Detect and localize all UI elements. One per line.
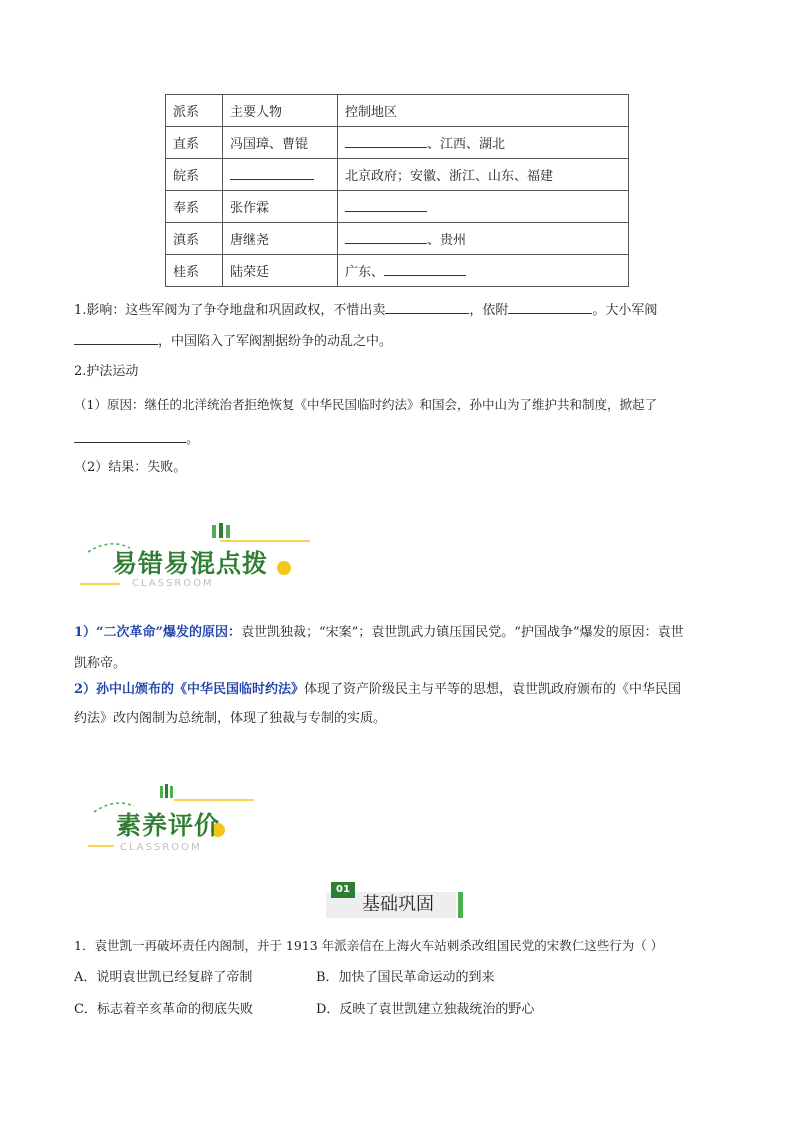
section-header [326, 882, 466, 918]
fill-blank [345, 197, 427, 212]
faction-cell: 皖系 [166, 159, 223, 191]
fill-blank [230, 165, 314, 180]
region-text: 、贵州 [427, 233, 467, 248]
warlord-table [165, 94, 629, 287]
leaders-cell: 陆荣廷 [223, 255, 338, 287]
table-row [166, 159, 629, 191]
section-accent-bar [458, 892, 463, 918]
region-cell [338, 255, 629, 287]
cause-end-text: 。 [186, 432, 200, 447]
region-text: 、江西、湖北 [427, 137, 506, 152]
section-title: 基础巩固 [362, 894, 434, 915]
region-cell [338, 223, 629, 255]
header-leaders: 主要人物 [223, 95, 338, 127]
tip-1-cont: 凯称帝。 [74, 656, 127, 671]
header-faction: 派系 [166, 95, 223, 127]
impact-text: 。大小军阀 [592, 303, 658, 318]
leaders-cell: 冯国璋、曹锟 [223, 127, 338, 159]
fill-blank [74, 428, 186, 443]
option-b: B．加快了国民革命运动的到来 [316, 970, 495, 985]
region-cell [338, 127, 629, 159]
option-d: D．反映了袁世凯建立独裁统治的野心 [316, 1002, 535, 1017]
movement-result: （2）结果：失败。 [74, 460, 187, 475]
tip-label: 2）孙中山颁布的《中华民国临时约法》 [74, 682, 305, 697]
banner-title: 素养评价 [116, 811, 221, 840]
fill-blank [385, 299, 469, 314]
faction-cell: 奉系 [166, 191, 223, 223]
fill-blank [74, 330, 158, 345]
section-number-badge: 01 [331, 882, 355, 898]
movement-cause-cont [74, 428, 199, 449]
banner-subtitle: CLASSROOM [132, 578, 214, 589]
option-c: C．标志着辛亥革命的彻底失败 [74, 1002, 253, 1017]
leaders-cell [223, 159, 338, 191]
movement-cause: （1）原因：继任的北洋统治者拒绝恢复《中华民国临时约法》和国会，孙中山为了维护共和制度，掀起了 [74, 397, 657, 412]
table-row [166, 127, 629, 159]
tip-label: 1）“二次革命”爆发的原因： [74, 625, 242, 640]
impact-line-1 [74, 299, 657, 320]
tip-2-cont: 约法》改内阁制为总统制，体现了独裁与专制的实质。 [74, 711, 387, 726]
banner-tips [80, 520, 320, 600]
table-row [166, 191, 629, 223]
table-row [166, 223, 629, 255]
fill-blank [384, 261, 466, 276]
impact-text: 1.影响：这些军阀为了争夺地盘和巩固政权，不惜出卖 [74, 303, 386, 318]
banner-subtitle: CLASSROOM [120, 842, 202, 853]
region-text: 广东、 [345, 265, 385, 280]
impact-text: ，中国陷入了军阀割据纷争的动乱之中。 [158, 334, 393, 349]
banner-title: 易错易混点拨 [112, 549, 269, 578]
header-region: 控制地区 [338, 95, 629, 127]
faction-cell: 直系 [166, 127, 223, 159]
question-stem: 1．袁世凯一再破坏责任内阁制，并于 1913 年派亲信在上海火车站刺杀改组国民党的宋教仁这些行为（ ） [74, 938, 664, 953]
leaders-cell: 唐继尧 [223, 223, 338, 255]
leaders-cell: 张作霖 [223, 191, 338, 223]
tip-2 [74, 681, 681, 699]
table-header-row [166, 95, 629, 127]
region-cell [338, 191, 629, 223]
tip-text: 体现了资产阶级民主与平等的思想，袁世凯政府颁布的《中华民国 [304, 682, 682, 697]
fill-blank [345, 229, 427, 244]
tip-text: 袁世凯独裁；“宋案”；袁世凯武力镇压国民党。“护国战争”爆发的原因：袁世 [241, 625, 684, 640]
faction-cell: 滇系 [166, 223, 223, 255]
option-a: A．说明袁世凯已经复辟了帝制 [74, 970, 253, 985]
impact-line-2 [74, 330, 392, 351]
impact-text: ，依附 [469, 303, 509, 318]
banner-evaluation [88, 780, 268, 860]
faction-cell: 桂系 [166, 255, 223, 287]
fill-blank [508, 299, 592, 314]
fill-blank [345, 133, 427, 148]
region-cell: 北京政府；安徽、浙江、山东、福建 [338, 159, 629, 191]
movement-heading: 2.护法运动 [74, 364, 139, 379]
tip-1 [74, 624, 684, 642]
table-row [166, 255, 629, 287]
